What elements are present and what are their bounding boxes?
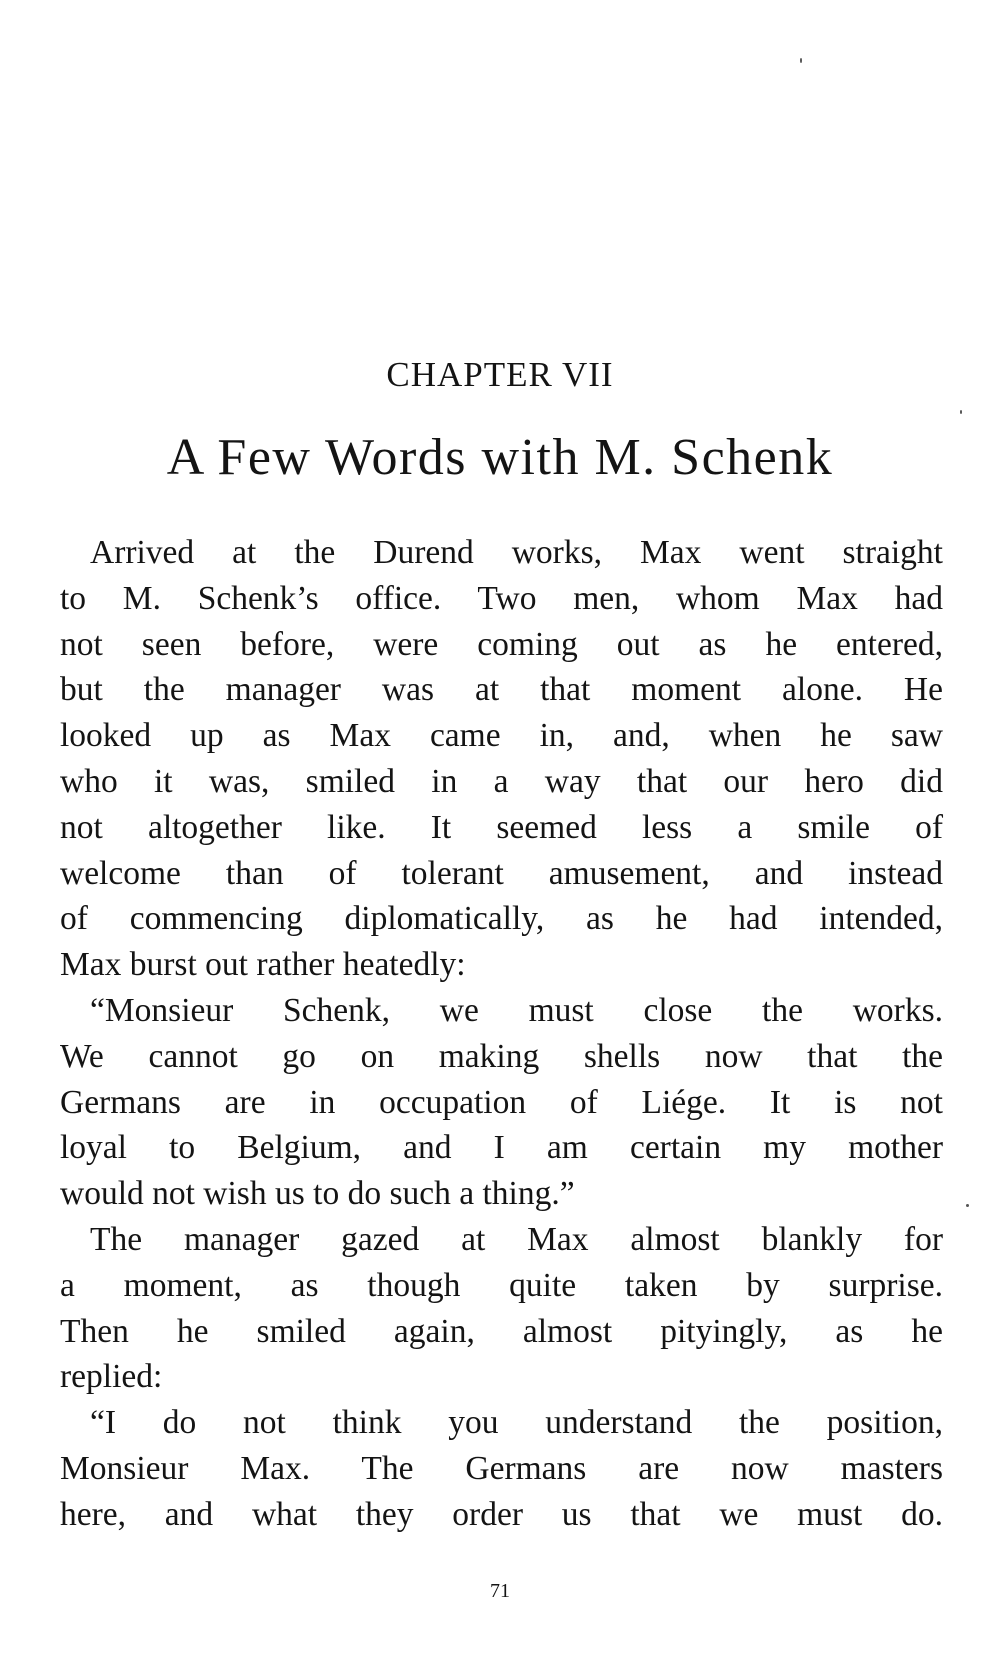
text-line: who it was, smiled in a way that our hero did <box>60 762 943 800</box>
text-line: looked up as Max came in, and, when he saw <box>60 717 943 755</box>
text-line: here, and what they order us that we must do. <box>60 1495 943 1533</box>
body-text <box>60 530 943 1538</box>
text-line: Arrived at the Durend works, Max went straight <box>90 534 943 571</box>
scan-speck <box>960 410 962 414</box>
scan-speck <box>800 58 802 63</box>
text-line: We cannot go on making shells now that the <box>60 1037 943 1075</box>
text-line: loyal to Belgium, and I am certain my mother <box>60 1129 943 1167</box>
text-line: welcome than of tolerant amusement, and instead <box>60 854 943 892</box>
text-line: “Monsieur Schenk, we must close the works. <box>90 991 943 1029</box>
scan-speck <box>966 1204 969 1207</box>
paragraph <box>60 1400 943 1537</box>
text-line: not seen before, were coming out as he entered, <box>60 625 943 663</box>
text-line: a moment, as though quite taken by surprise. <box>60 1266 943 1304</box>
paragraph <box>60 1217 943 1400</box>
text-line: Germans are in occupation of Liége. It is not <box>60 1083 943 1121</box>
text-line: Monsieur Max. The Germans are now masters <box>60 1449 943 1487</box>
text-line: of commencing diplomatically, as he had intended, <box>60 900 943 938</box>
text-line: to M. Schenk’s office. Two men, whom Max had <box>60 579 943 617</box>
chapter-title: A Few Words with M. Schenk <box>166 429 834 486</box>
chapter-number: CHAPTER VII <box>386 355 614 394</box>
text-line: would not wish us to do such a thing.” <box>60 1175 575 1213</box>
page-number: 71 <box>490 1580 510 1602</box>
paragraph <box>60 530 943 988</box>
paragraph <box>60 988 943 1217</box>
text-line: “I do not think you understand the position, <box>90 1404 943 1442</box>
text-line: Then he smiled again, almost pityingly, as he <box>60 1312 943 1350</box>
text-line: but the manager was at that moment alone. He <box>60 671 943 709</box>
text-line: not altogether like. It seemed less a smile of <box>60 808 943 846</box>
text-line: Max burst out rather heatedly: <box>60 946 466 984</box>
text-line: The manager gazed at Max almost blankly for <box>90 1220 943 1258</box>
text-line: replied: <box>60 1358 163 1396</box>
